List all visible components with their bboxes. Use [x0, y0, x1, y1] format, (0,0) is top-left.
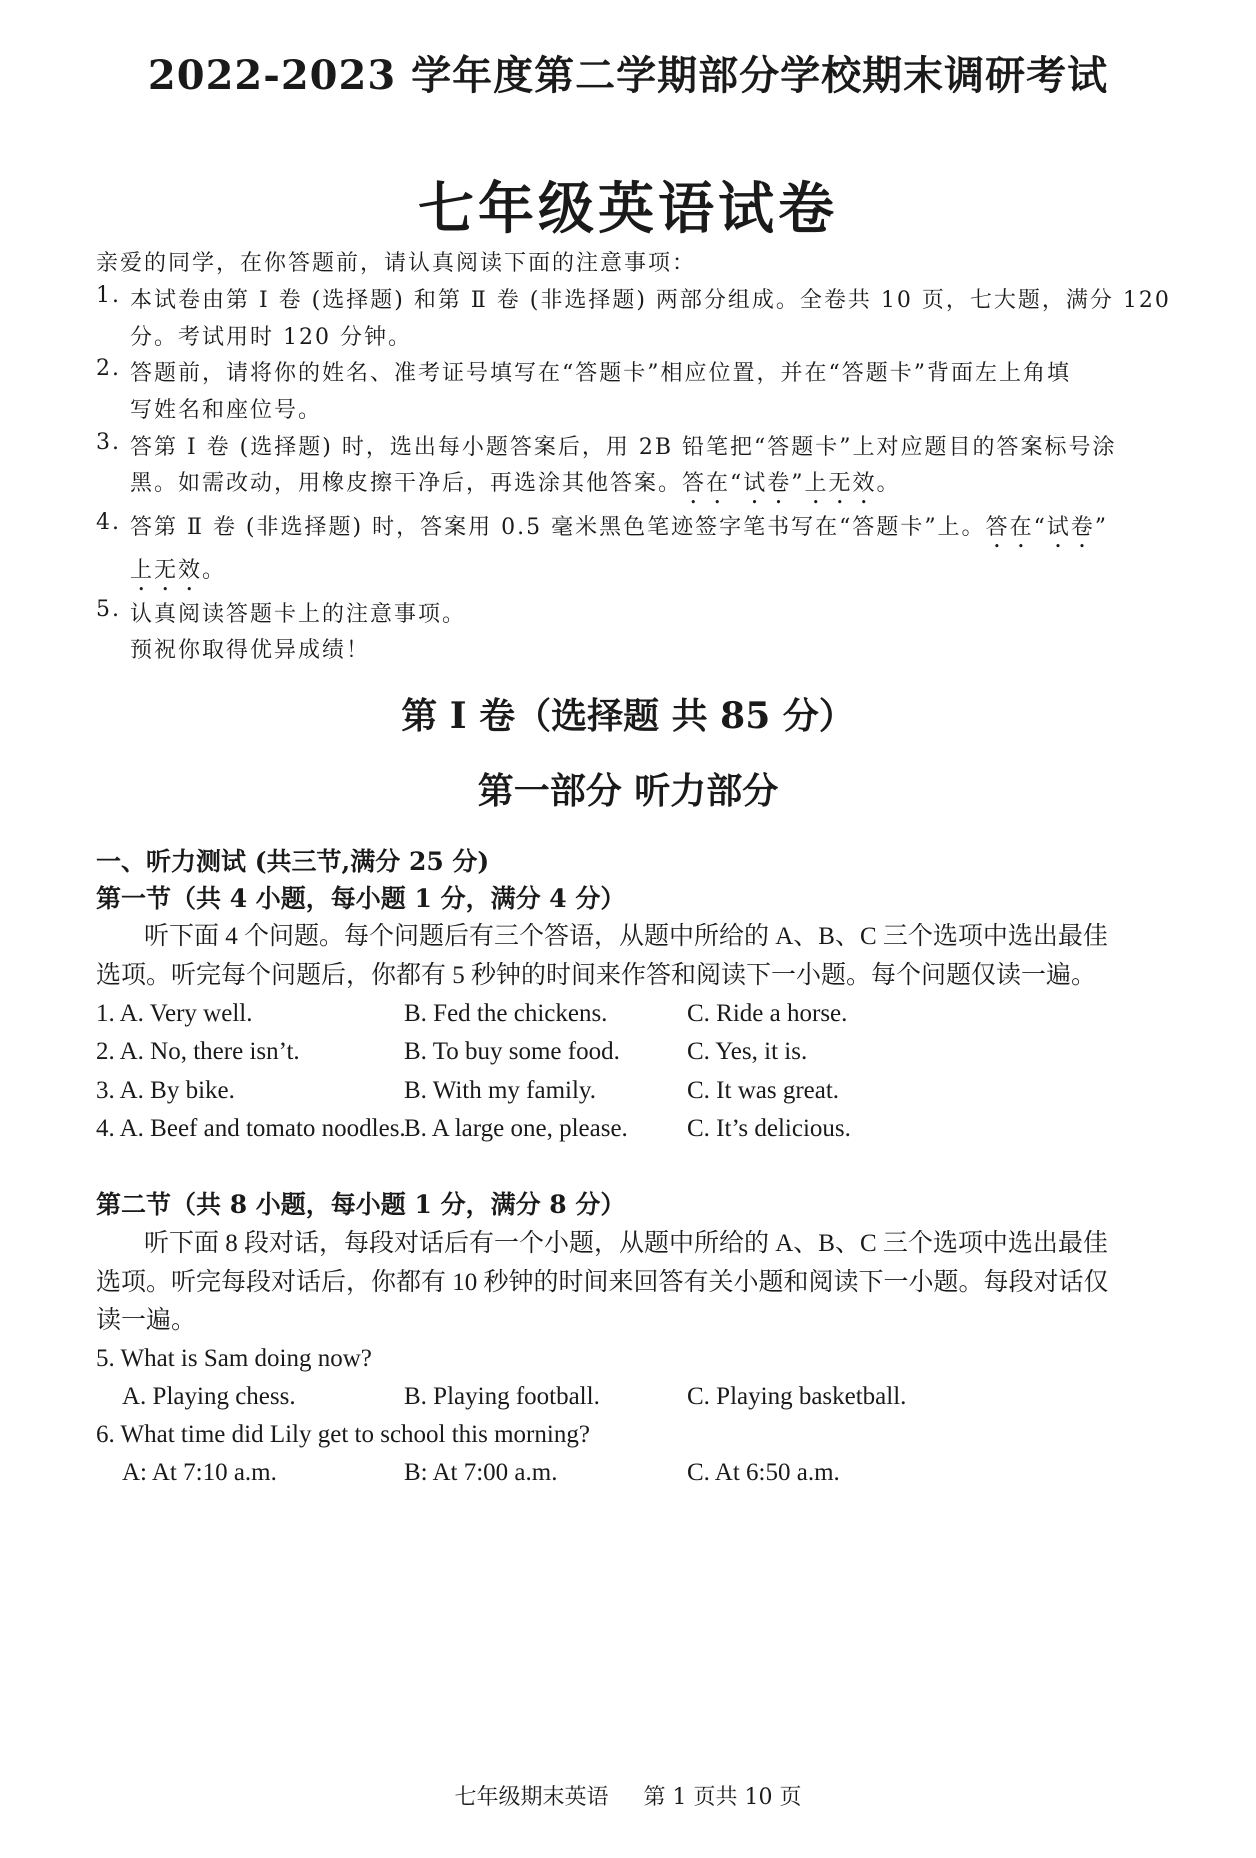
q3-option-c: C. It was great. [687, 1077, 840, 1104]
q5-option-a: A. Playing chess. [122, 1383, 296, 1410]
notice-4-line1 [130, 510, 1108, 553]
notice-3-line1: 答第 I 卷 (选择题) 时，选出每小题答案后，用 2B 铅笔把“答题卡”上对应题目的答案标号涂 [130, 435, 1117, 460]
part-title: 第一部分 听力部分 [477, 770, 779, 812]
section1-instruction-2: 选项。听完每个问题后，你都有 5 秒钟的时间来作答和阅读下一小题。每个问题仅读一遍。 [96, 962, 1097, 989]
notice-4-line1-text: 答第 Ⅱ 卷 (非选择题) 时，答案用 0.5 毫米黑色笔迹签字笔书写在“答题卡”上。 [130, 515, 986, 540]
notice-3-line2 [130, 466, 901, 509]
section1-instruction-1: 听下面 4 个问题。每个问题后有三个答语，从题中所给的 A、B、C 三个选项中选出最佳 [144, 923, 1108, 950]
q5-option-c: C. Playing basketball. [687, 1383, 907, 1410]
exam-title: 2022-2023 学年度第二学期部分学校期末调研考试 [147, 52, 1109, 99]
notice-2-line2: 写姓名和座位号。 [130, 398, 323, 423]
q1-option-b: B. Fed the chickens. [404, 1000, 608, 1027]
notice-5-line2: 预祝你取得优异成绩！ [130, 638, 371, 663]
section1-heading: 第一节（共 4 小题，每小题 1 分，满分 4 分） [96, 884, 626, 913]
q4-option-a: 4. A. Beef and tomato noodles. [96, 1115, 406, 1142]
notice-2-line1: 答题前，请将你的姓名、准考证号填写在“答题卡”相应位置，并在“答题卡”背面左上角填 [130, 361, 1071, 386]
paper-subtitle: 七年级英语试卷 [418, 176, 838, 242]
q3-option-b: B. With my family. [404, 1077, 597, 1104]
q2-option-c: C. Yes, it is. [687, 1038, 808, 1065]
q2-option-b: B. To buy some food. [404, 1038, 620, 1065]
notice-num-1: 1. [96, 283, 121, 308]
q6-option-c: C. At 6:50 a.m. [687, 1459, 840, 1486]
section2-heading: 第二节（共 8 小题，每小题 1 分，满分 8 分） [96, 1190, 626, 1219]
notice-3-line2-end: 。 [876, 471, 901, 496]
q4-option-b: B. A large one, please. [404, 1115, 628, 1142]
listening-heading: 一、听力测试 (共三节,满分 25 分) [96, 847, 490, 876]
notice-num-4: 4. [96, 510, 121, 535]
notice-num-5: 5. [96, 597, 121, 622]
notice-4-emphasis-1: 答在“试卷” [985, 515, 1109, 540]
q6-option-a: A: At 7:10 a.m. [122, 1459, 277, 1486]
notice-4-line2 [130, 553, 226, 596]
notice-intro: 亲爱的同学，在你答题前，请认真阅读下面的注意事项： [96, 251, 697, 276]
notice-3-emphasis: 答在“试卷”上无效 [682, 471, 877, 496]
section2-instruction-2: 选项。听完每段对话后，你都有 10 秒钟的时间来回答有关小题和阅读下一小题。每段对话仅 [96, 1269, 1109, 1296]
q4-option-c: C. It’s delicious. [687, 1115, 851, 1142]
notice-num-3: 3. [96, 430, 121, 455]
q5-option-b: B. Playing football. [404, 1383, 600, 1410]
notice-5-line1: 认真阅读答题卡上的注意事项。 [130, 602, 467, 627]
q1-option-a: 1. A. Very well. [96, 1000, 253, 1027]
notice-1-line2: 分。考试用时 120 分钟。 [130, 325, 412, 350]
q6-stem: 6. What time did Lily get to school this morning? [96, 1421, 590, 1448]
notice-4-emphasis-2: 上无效 [130, 558, 203, 583]
q3-option-a: 3. A. By bike. [96, 1077, 235, 1104]
section2-instruction-3: 读一遍。 [96, 1307, 197, 1334]
volume-title: 第 I 卷（选择题 共 85 分） [401, 695, 855, 737]
q5-stem: 5. What is Sam doing now? [96, 1345, 372, 1372]
q2-option-a: 2. A. No, there isn’t. [96, 1038, 300, 1065]
notice-4-line2-end: 。 [202, 558, 227, 583]
section2-instruction-1: 听下面 8 段对话，每段对话后有一个小题，从题中所给的 A、B、C 三个选项中选出最佳 [144, 1230, 1108, 1257]
notice-1-line1: 本试卷由第 I 卷 (选择题) 和第 Ⅱ 卷 (非选择题) 两部分组成。全卷共 10 页，七大题，满分 120 [130, 288, 1171, 313]
q6-option-b: B: At 7:00 a.m. [404, 1459, 558, 1486]
q1-option-c: C. Ride a horse. [687, 1000, 848, 1027]
page-footer: 七年级期末英语 第 1 页共 10 页 [454, 1785, 802, 1810]
notice-num-2: 2. [96, 356, 121, 381]
notice-3-line2-text: 黑。如需改动，用橡皮擦干净后，再选涂其他答案。 [130, 471, 683, 496]
